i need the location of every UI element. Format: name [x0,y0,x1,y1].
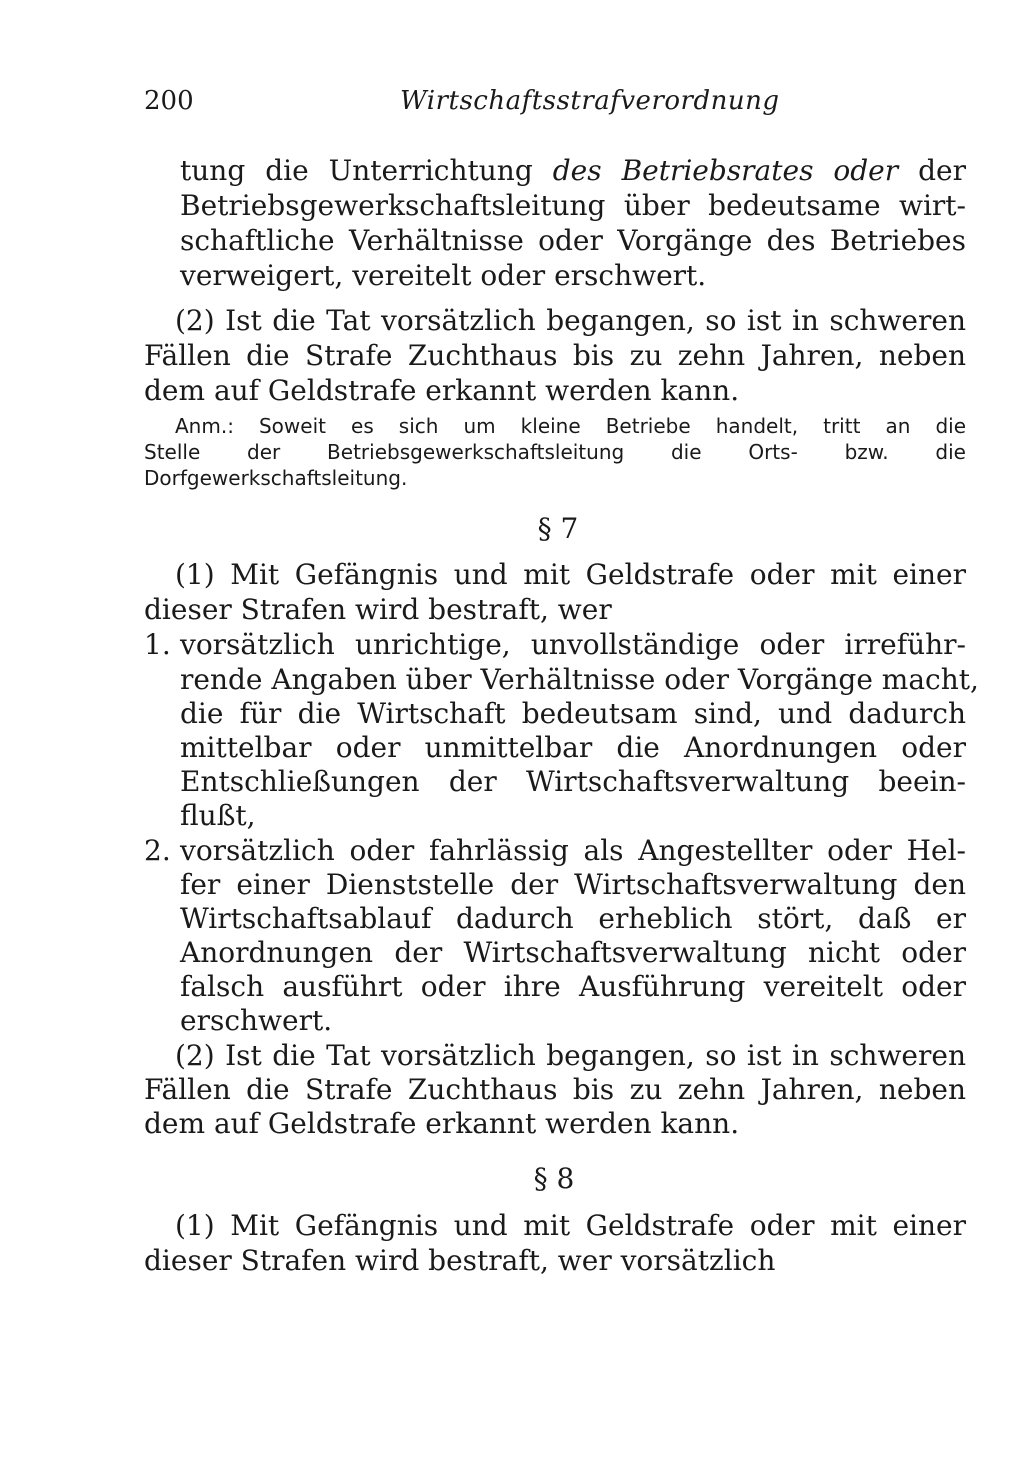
list-item-line: fer einer Dienststelle der Wirtschaftsverwaltung den [180,868,966,901]
text-line: dieser Strafen wird bestraft, wer vorsätzlich [144,1244,776,1277]
list-number: 2. [144,834,171,867]
italic-span: des Betriebsrates oder [552,154,899,187]
footnote-line: Anm.: Soweit es sich um kleine Betriebe handelt, tritt an die [175,414,966,438]
text-line: (1) Mit Gefängnis und mit Geldstrafe oder mit einer [175,1209,966,1242]
text-line: dieser Strafen wird bestraft, wer [144,593,612,626]
text-line: schaftliche Verhältnisse oder Vorgänge des Betriebes [180,224,966,257]
list-item-line: falsch ausführt oder ihre Ausführung vereitelt oder [180,970,966,1003]
list-item-line: die für die Wirtschaft bedeutsam sind, und dadurch [180,697,966,730]
list-number: 1. [144,628,171,661]
text-line: (2) Ist die Tat vorsätzlich begangen, so ist in schweren [175,304,966,337]
running-title: Wirtschaftsstrafverordnung [400,86,780,116]
text-span: der [898,154,967,187]
list-item-line: Wirtschaftsablauf dadurch erheblich stört, daß er [180,902,966,935]
section-heading: § 8 [533,1162,575,1195]
list-item-line: rende Angaben über Verhältnisse oder Vorgänge macht, [180,663,979,696]
list-item-line: vorsätzlich unrichtige, unvollständige oder irreführ- [180,628,966,661]
text-line: verweigert, vereitelt oder erschwert. [180,259,707,292]
text-line: dem auf Geldstrafe erkannt werden kann. [144,1107,740,1140]
list-item-line: erschwert. [180,1004,333,1037]
text-line: dem auf Geldstrafe erkannt werden kann. [144,374,740,407]
text-line: Fällen die Strafe Zuchthaus bis zu zehn Jahren, neben [144,339,966,372]
list-item-line: Anordnungen der Wirtschaftsverwaltung nicht oder [180,936,966,969]
list-item-line: Entschließungen der Wirtschaftsverwaltung beein- [180,765,966,798]
text-line: Betriebsgewerkschaftsleitung über bedeutsame wirt- [180,189,966,222]
list-item-line: flußt, [180,799,256,832]
page-number: 200 [144,86,194,116]
list-item-line: mittelbar oder unmittelbar die Anordnungen oder [180,731,966,764]
text-line: (1) Mit Gefängnis und mit Geldstrafe oder mit einer [175,558,966,591]
page-header [144,86,964,126]
section-heading: § 7 [537,512,579,545]
text-span: tung die Unterrichtung [180,154,553,187]
text-line [180,154,966,187]
text-line: Fällen die Strafe Zuchthaus bis zu zehn Jahren, neben [144,1073,966,1106]
footnote-line: Stelle der Betriebsgewerkschaftsleitung die Orts- bzw. die [144,440,966,464]
list-item-line: vorsätzlich oder fahrlässig als Angestellter oder Hel- [180,834,966,867]
text-line: (2) Ist die Tat vorsätzlich begangen, so ist in schweren [175,1039,966,1072]
footnote-line: Dorfgewerkschaftsleitung. [144,466,408,490]
